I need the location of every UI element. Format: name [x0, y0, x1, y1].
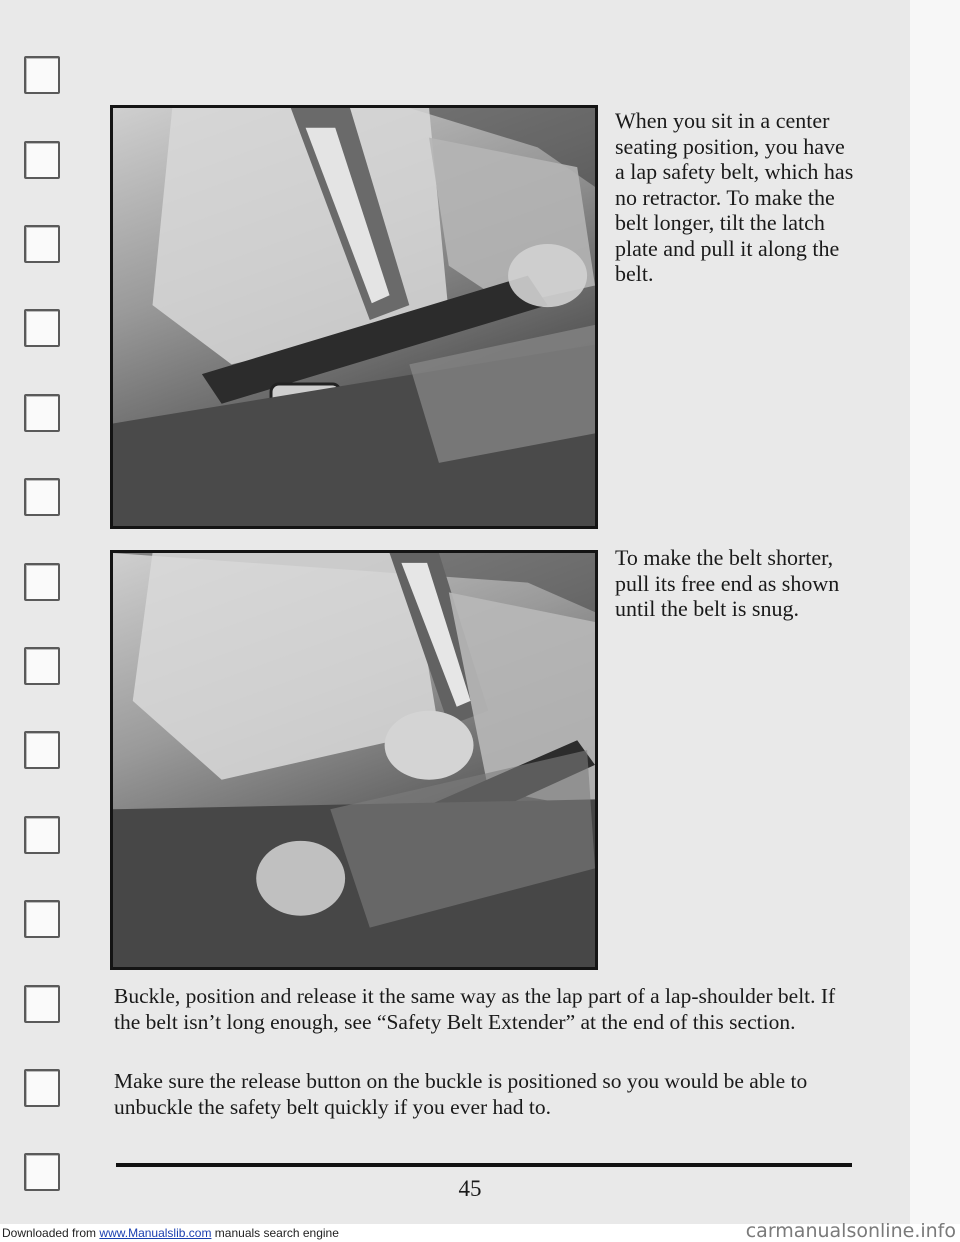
binder-tab: [24, 900, 60, 938]
binder-tab: [24, 141, 60, 179]
binder-tab: [24, 731, 60, 769]
binder-tab: [24, 478, 60, 516]
page-edge: [910, 0, 960, 1242]
lap-belt-shorten-illustration: [110, 550, 598, 970]
instruction-shorten: To make the belt shorter, pull its free end as shown until the belt is snug.: [615, 545, 840, 621]
body-paragraph: Make sure the release button on the buckle is positioned so you would be able to unbuckle the safety belt quickly if you ever had to.: [114, 1069, 808, 1119]
binder-tab: [24, 563, 60, 601]
binder-tab: [24, 56, 60, 94]
binder-tab: [24, 647, 60, 685]
footer-prefix: Downloaded from: [2, 1226, 97, 1240]
instruction-lengthen: When you sit in a center seating position, you have a lap safety belt, which has no retractor. To make the belt longer, tilt the latch plate and pull it along the belt.: [615, 108, 854, 286]
lap-belt-lengthen-illustration: [110, 105, 598, 529]
body-paragraph: Buckle, position and release it the same way as the lap part of a lap-shoulder belt. If the belt isn’t long enough, see “Safety Belt Extender” at the end of this section.: [114, 984, 836, 1034]
lap-belt-lengthen-icon: [113, 108, 595, 526]
footer-suffix: manuals search engine: [214, 1226, 339, 1240]
binder-tab: [24, 225, 60, 263]
binder-tab: [24, 394, 60, 432]
lap-belt-shorten-icon: [113, 553, 595, 967]
binder-tab: [24, 309, 60, 347]
watermark: carmanualsonline.info: [745, 1220, 956, 1242]
footer-credit: [2, 1224, 339, 1242]
manualslib-link[interactable]: www.Manualslib.com: [99, 1226, 212, 1240]
binder-tab: [24, 985, 60, 1023]
page-number: 45: [458, 1176, 482, 1201]
binder-tab: [24, 1069, 60, 1107]
footer-rule: [116, 1163, 852, 1167]
binder-tab: [24, 1153, 60, 1191]
binder-tab: [24, 816, 60, 854]
download-footer: [0, 1220, 960, 1242]
